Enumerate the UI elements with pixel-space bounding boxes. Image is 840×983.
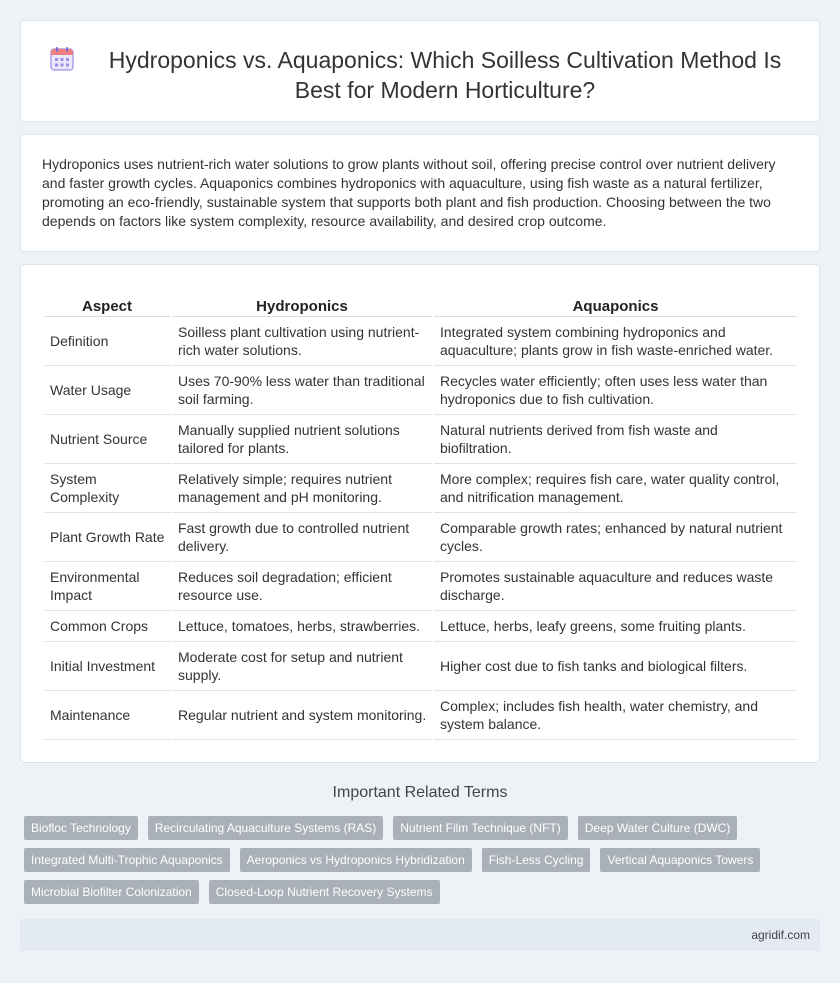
row-aspect: Common Crops [44, 611, 170, 642]
intro-card [20, 134, 820, 252]
row-aspect: Water Usage [44, 366, 170, 415]
row-hydroponics: Relatively simple; requires nutrient management and pH monitoring. [172, 464, 432, 513]
related-term-tag[interactable]: Fish-Less Cycling [482, 848, 591, 872]
related-term-tag[interactable]: Integrated Multi-Trophic Aquaponics [24, 848, 230, 872]
row-aquaponics: More complex; requires fish care, water quality control, and nitrification management. [434, 464, 797, 513]
row-hydroponics: Fast growth due to controlled nutrient delivery. [172, 513, 432, 562]
row-hydroponics: Manually supplied nutrient solutions tailored for plants. [172, 415, 432, 464]
table-row [44, 317, 797, 366]
comparison-table [42, 297, 799, 740]
row-aspect: System Complexity [44, 464, 170, 513]
calendar-icon [49, 46, 75, 72]
header-aquaponics: Aquaponics [434, 297, 797, 317]
table-row [44, 642, 797, 691]
related-terms-title: Important Related Terms [332, 784, 508, 801]
related-term-tag[interactable]: Vertical Aquaponics Towers [600, 848, 760, 872]
row-hydroponics: Lettuce, tomatoes, herbs, strawberries. [172, 611, 432, 642]
related-term-tag[interactable]: Recirculating Aquaculture Systems (RAS) [148, 816, 383, 840]
row-aquaponics: Higher cost due to fish tanks and biological filters. [434, 642, 797, 691]
row-aquaponics: Promotes sustainable aquaculture and reduces waste discharge. [434, 562, 797, 611]
row-aquaponics: Natural nutrients derived from fish waste and biofiltration. [434, 415, 797, 464]
table-row [44, 562, 797, 611]
related-term-tag[interactable]: Nutrient Film Technique (NFT) [393, 816, 568, 840]
row-aspect: Plant Growth Rate [44, 513, 170, 562]
table-row [44, 611, 797, 642]
row-hydroponics: Moderate cost for setup and nutrient supply. [172, 642, 432, 691]
row-aquaponics: Complex; includes fish health, water chemistry, and system balance. [434, 691, 797, 740]
comparison-card [20, 264, 820, 763]
related-term-tag[interactable]: Biofloc Technology [24, 816, 138, 840]
related-term-tag[interactable]: Aeroponics vs Hydroponics Hybridization [240, 848, 472, 872]
intro-paragraph: Hydroponics uses nutrient-rich water solutions to grow plants without soil, offering precise control over nutrient delivery and faster growth cycles. Aquaponics combines hydroponics with aquaculture, using fish waste as a natural fertilizer, promoting an eco-friendly, sustainable system that supports both plant and fish production. Choosing between the two depends on factors like system complexity, resource availability, and desired crop outcome. [42, 156, 776, 229]
related-term-tag[interactable]: Microbial Biofilter Colonization [24, 880, 199, 904]
row-aquaponics: Recycles water efficiently; often uses less water than hydroponics due to fish cultivation. [434, 366, 797, 415]
footer [20, 919, 820, 951]
related-terms-list [20, 816, 810, 912]
row-hydroponics: Uses 70-90% less water than traditional soil farming. [172, 366, 432, 415]
row-aquaponics: Comparable growth rates; enhanced by natural nutrient cycles. [434, 513, 797, 562]
header-hydroponics: Hydroponics [172, 297, 432, 317]
row-aspect: Definition [44, 317, 170, 366]
related-term-tag[interactable]: Deep Water Culture (DWC) [578, 816, 738, 840]
row-aspect: Environmental Impact [44, 562, 170, 611]
row-hydroponics: Regular nutrient and system monitoring. [172, 691, 432, 740]
table-row [44, 513, 797, 562]
footer-site-link[interactable]: agridif.com [751, 928, 810, 942]
page-title: Hydroponics vs. Aquaponics: Which Soilless Cultivation Method Is Best for Modern Horticulture? [108, 47, 782, 103]
row-aquaponics: Lettuce, herbs, leafy greens, some fruiting plants. [434, 611, 797, 642]
table-row [44, 415, 797, 464]
row-hydroponics: Reduces soil degradation; efficient resource use. [172, 562, 432, 611]
row-aquaponics: Integrated system combining hydroponics and aquaculture; plants grow in fish waste-enriched water. [434, 317, 797, 366]
title-card [20, 20, 820, 122]
table-row [44, 464, 797, 513]
related-term-tag[interactable]: Closed-Loop Nutrient Recovery Systems [209, 880, 440, 904]
header-aspect: Aspect [44, 297, 170, 317]
table-header-row [44, 297, 797, 317]
row-aspect: Maintenance [44, 691, 170, 740]
table-row [44, 366, 797, 415]
table-row [44, 691, 797, 740]
row-aspect: Initial Investment [44, 642, 170, 691]
row-hydroponics: Soilless plant cultivation using nutrient-rich water solutions. [172, 317, 432, 366]
row-aspect: Nutrient Source [44, 415, 170, 464]
